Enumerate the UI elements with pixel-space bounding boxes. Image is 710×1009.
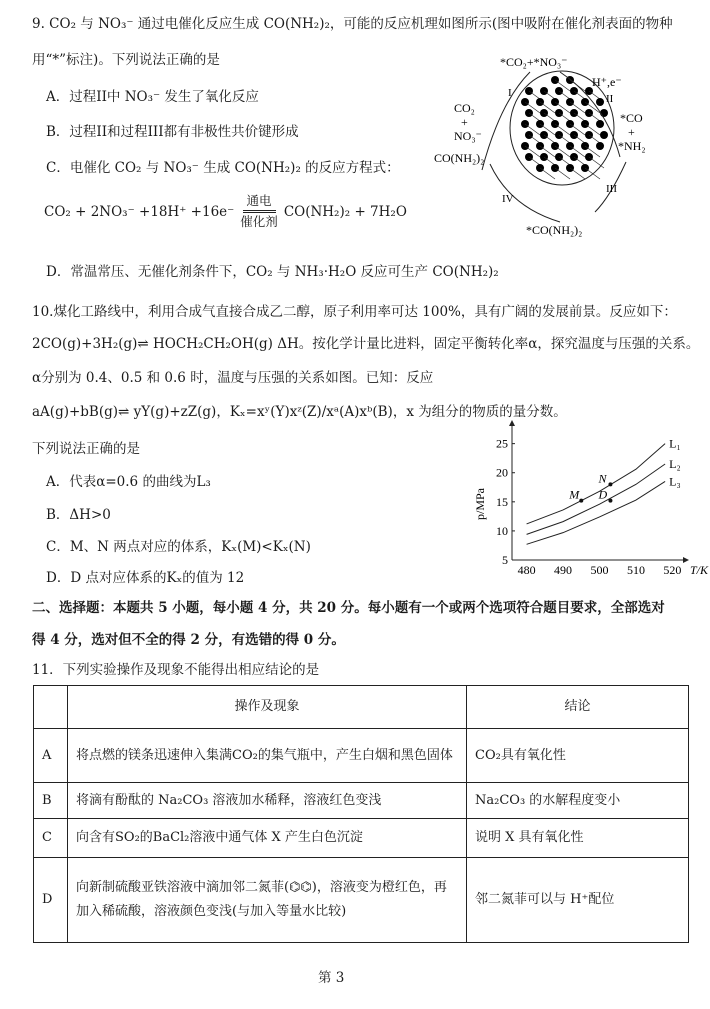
- y-tick-label: 15: [496, 494, 508, 509]
- row-operation: 将滴有酚酞的 Na₂CO₃ 溶液加水稀释，溶液红色变浅: [68, 783, 467, 819]
- q9-option-b: B．过程II和过程III都有非极性共价键形成: [46, 124, 299, 140]
- y-axis-arrow: [509, 420, 515, 426]
- q10-line-5: 下列说法正确的是: [32, 441, 140, 457]
- label-no3: NO₃⁻: [454, 129, 482, 143]
- row-conclusion: Na₂CO₃ 的水解程度变小: [467, 783, 689, 819]
- x-axis-label: T/K: [690, 563, 709, 577]
- q9-option-c: C．电催化 CO₂ 与 NO₃⁻ 生成 CO(NH₂)₂ 的反应方程式：: [46, 160, 400, 176]
- arrow-step-iv: [490, 164, 560, 222]
- point-label: N: [598, 471, 607, 486]
- equation-right: CO(NH₂)₂ + 7H₂O: [283, 203, 407, 220]
- x-tick-label: 490: [554, 563, 573, 577]
- lattice-bond: [589, 157, 604, 168]
- header-label: [34, 686, 68, 729]
- equation-condition: [240, 192, 278, 231]
- row-label: C: [34, 819, 68, 858]
- q9-option-a: A．过程II中 NO₃⁻ 发生了氧化反应: [46, 89, 259, 105]
- x-tick-label: 480: [517, 563, 536, 577]
- row-conclusion: 邻二氮菲可以与 H⁺配位: [467, 858, 689, 943]
- series-line-1: [527, 444, 666, 524]
- table-row: [34, 729, 689, 783]
- series-label: L₁: [669, 436, 681, 451]
- table-row: [34, 783, 689, 819]
- q10-line-2: 2CO(g)+3H₂(g)⇌ HOCH₂CH₂OH(g) ΔH。按化学计量比进料，固定平衡转化率α，探究温度与压强的关系。: [32, 336, 700, 352]
- y-tick-label: 20: [496, 465, 508, 480]
- step-i: I: [508, 87, 512, 99]
- q10-option-b: B．ΔH>0: [46, 507, 111, 523]
- table-row: [34, 858, 689, 943]
- q10-option-a: A．代表α=0.6 的曲线为L₃: [46, 474, 211, 490]
- step-iv: IV: [502, 193, 514, 205]
- label-co: *CO: [620, 111, 643, 125]
- table-header-row: [34, 686, 689, 729]
- x-tick-label: 500: [590, 563, 609, 577]
- row-operation: 将点燃的镁条迅速伸入集满CO₂的集气瓶中，产生白烟和黑色固体: [68, 729, 467, 783]
- catalyst-lattice: [521, 76, 608, 179]
- label-top: *CO₂+*NO₃⁻: [500, 55, 568, 69]
- q10-line-1: 10.煤化工路线中，利用合成气直接合成乙二醇，原子利用率可达 100%，具有广阔的发展前景。反应如下：: [32, 304, 677, 320]
- lattice-atom: [596, 142, 604, 150]
- label-adsorbed-urea: *CO(NH₂)₂: [526, 223, 583, 237]
- row-label: D: [34, 858, 68, 943]
- lattice-atom: [600, 131, 608, 139]
- row-label: B: [34, 783, 68, 819]
- section2-line-1: 二、选择题：本题共 5 小题，每小题 4 分，共 20 分。每小题有一个或两个选项符合题目要求，全部选对: [32, 600, 665, 616]
- label-nh2: *NH₂: [618, 139, 646, 153]
- q11-stem: 11．下列实验操作及现象不能得出相应结论的是: [32, 662, 320, 678]
- y-tick-label: 25: [496, 436, 508, 451]
- point-label: D: [598, 487, 608, 502]
- y-tick-label: 10: [496, 523, 508, 538]
- q10-line-3: α分别为 0.4、0.5 和 0.6 时，温度与压强的关系如图。已知：反应: [32, 370, 434, 386]
- q9-stem-2: 用“*”标注)。下列说法正确的是: [32, 52, 220, 68]
- table-row: [34, 819, 689, 858]
- label-h-e: H⁺,e⁻: [592, 75, 622, 89]
- series-line-3: [527, 481, 666, 544]
- label-plus: +: [461, 115, 468, 129]
- row-label: A: [34, 729, 68, 783]
- q9-option-d: D．常温常压、无催化剂条件下，CO₂ 与 NH₃·H₂O 反应可生产 CO(NH₂)₂: [46, 264, 499, 280]
- series-line-2: [527, 464, 666, 534]
- lattice-atom: [596, 120, 604, 128]
- equation-condition-bottom: 催化剂: [240, 214, 278, 229]
- section2-line-2: 得 4 分，选对但不全的得 2 分，有选错的得 0 分。: [32, 632, 345, 648]
- equation-condition-top: 通电: [243, 192, 276, 213]
- page-footer: 第 3: [318, 970, 345, 986]
- q11-table: [33, 685, 689, 943]
- point-D: [608, 499, 612, 503]
- row-operation: 向新制硫酸亚铁溶液中滴加邻二氮菲(⌬⌬)，溶液变为橙红色，再加入稀硫酸，溶液颜色变浅(与加入等量水比较): [68, 858, 467, 943]
- y-axis-label: p/MPa: [473, 487, 487, 520]
- point-label: M: [569, 487, 580, 502]
- reaction-equation: [44, 192, 407, 231]
- header-conclusion: 结论: [467, 686, 689, 729]
- q10-option-d: D．D 点对应体系的Kₓ的值为 12: [46, 570, 245, 586]
- x-tick-label: 520: [663, 563, 682, 577]
- mechanism-diagram: [430, 52, 670, 242]
- x-axis-arrow: [683, 557, 689, 563]
- y-tick-label: 5: [502, 553, 508, 567]
- label-urea-out: CO(NH₂)₂: [434, 151, 485, 165]
- label-co2: CO₂: [454, 101, 475, 115]
- pressure-temperature-chart: [470, 420, 709, 588]
- header-operation: 操作及现象: [68, 686, 467, 729]
- x-tick-label: 510: [626, 563, 645, 577]
- lattice-atom: [596, 98, 604, 106]
- q9-stem-1: 9. CO₂ 与 NO₃⁻ 通过电催化反应生成 CO(NH₂)₂，可能的反应机理如图所示(图中吸附在催化剂表面的物种: [32, 16, 673, 32]
- label-plus2: +: [628, 125, 635, 139]
- q10-line-4: aA(g)+bB(g)⇌ yY(g)+zZ(g)，Kₓ=xʸ(Y)xᶻ(Z)/xᵃ(A)xᵇ(B)，x 为组分的物质的量分数。: [32, 404, 567, 420]
- point-M: [579, 499, 583, 503]
- step-iii: III: [606, 183, 617, 195]
- row-conclusion: 说明 X 具有氧化性: [467, 819, 689, 858]
- step-ii: II: [606, 93, 614, 105]
- q10-option-c: C．M、N 两点对应的体系，Kₓ(M)<Kₓ(N): [46, 539, 311, 555]
- row-operation: 向含有SO₂的BaCl₂溶液中通气体 X 产生白色沉淀: [68, 819, 467, 858]
- series-label: L₂: [669, 457, 681, 471]
- point-N: [608, 482, 612, 486]
- row-conclusion: CO₂具有氧化性: [467, 729, 689, 783]
- equation-left: CO₂ + 2NO₃⁻ +18H⁺ +16e⁻: [44, 203, 235, 220]
- series-label: L₃: [669, 474, 681, 489]
